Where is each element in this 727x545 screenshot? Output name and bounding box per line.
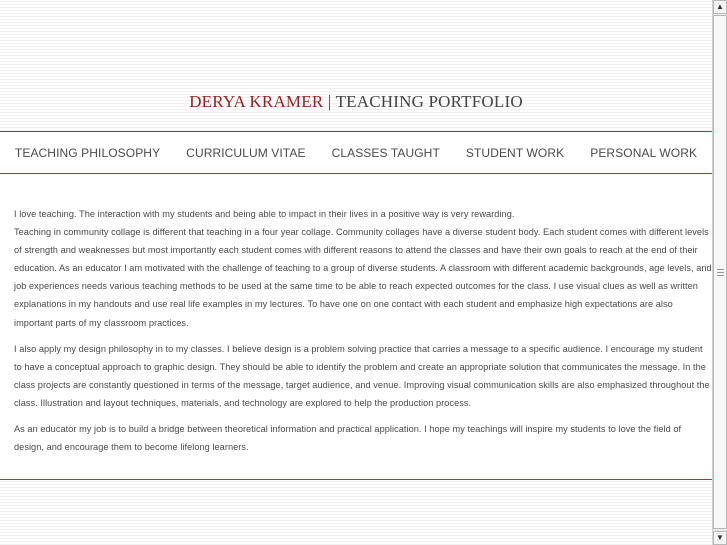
nav-item-personal-work[interactable]: PERSONAL WORK bbox=[590, 145, 698, 160]
site-title bbox=[0, 92, 712, 112]
header bbox=[0, 0, 712, 131]
nav-item-teaching-philosophy[interactable]: TEACHING PHILOSOPHY bbox=[14, 145, 161, 160]
grip-icon bbox=[717, 268, 724, 276]
content-body bbox=[0, 174, 712, 456]
nav-item-student-work[interactable]: STUDENT WORK bbox=[465, 145, 565, 160]
nav-item-classes-taught[interactable]: CLASSES TAUGHT bbox=[331, 145, 440, 160]
paragraph-intro: I love teaching. The interaction with my students and being able to impact in their lives in a positive way is very rewarding. bbox=[14, 209, 515, 219]
main-nav bbox=[0, 132, 712, 173]
scrollbar-thumb[interactable] bbox=[713, 15, 727, 529]
paragraph-community-college: Teaching in community collage is different that teaching in a four year collage. Community collages have a diverse student body. Each student comes with different levels of strength and weaknesses but most importantly each student comes with different reasons to attend the classes and have their own goals to reach at the end of their education. As an educator I am motivated with the challenge of teaching to a group of diverse students. A classroom with different academic backgrounds, age levels, and job experiences needs various teaching methods to be used at the same time to be able to reach expected outcomes for the class. I use visual clues as well as written explanations in my handouts and use real life examples in my lectures. To have one on one contact with each student and emphasize high expectations are also important parts of my classroom practices. bbox=[14, 227, 712, 328]
site-title-name: DERYA KRAMER bbox=[189, 92, 324, 111]
arrow-up-icon[interactable]: ▲ bbox=[713, 0, 727, 14]
paragraph-educator: As an educator my job is to build a bridge between theoretical information and practical application. I hope my teachings will inspire my students to love the field of design, and encourage them to become lifelong learners. bbox=[14, 424, 682, 453]
site-title-subtitle: TEACHING PORTFOLIO bbox=[335, 92, 523, 111]
footer-divider bbox=[0, 479, 712, 480]
site-title-separator: | bbox=[323, 92, 336, 111]
arrow-down-icon[interactable]: ▼ bbox=[713, 531, 727, 545]
paragraph-design-philosophy: I also apply my design philosophy in to my classes. I believe design is a problem solving practice that carries a message to a specific audience. I encourage my student to have a conceptual approach to graphic design. They should be able to identify the problem and create an appropriate solution that communicates the message. In the class projects are constantly questioned in terms of the message, target audience, and venue. Improving visual communication skills are also emphasized throughout the class. Illustration and layout techniques, materials, and technology are explored to help the production process. bbox=[14, 343, 710, 408]
content-area bbox=[0, 174, 712, 479]
nav-item-curriculum-vitae[interactable]: CURRICULUM VITAE bbox=[186, 145, 306, 160]
vertical-scrollbar[interactable] bbox=[712, 0, 727, 545]
